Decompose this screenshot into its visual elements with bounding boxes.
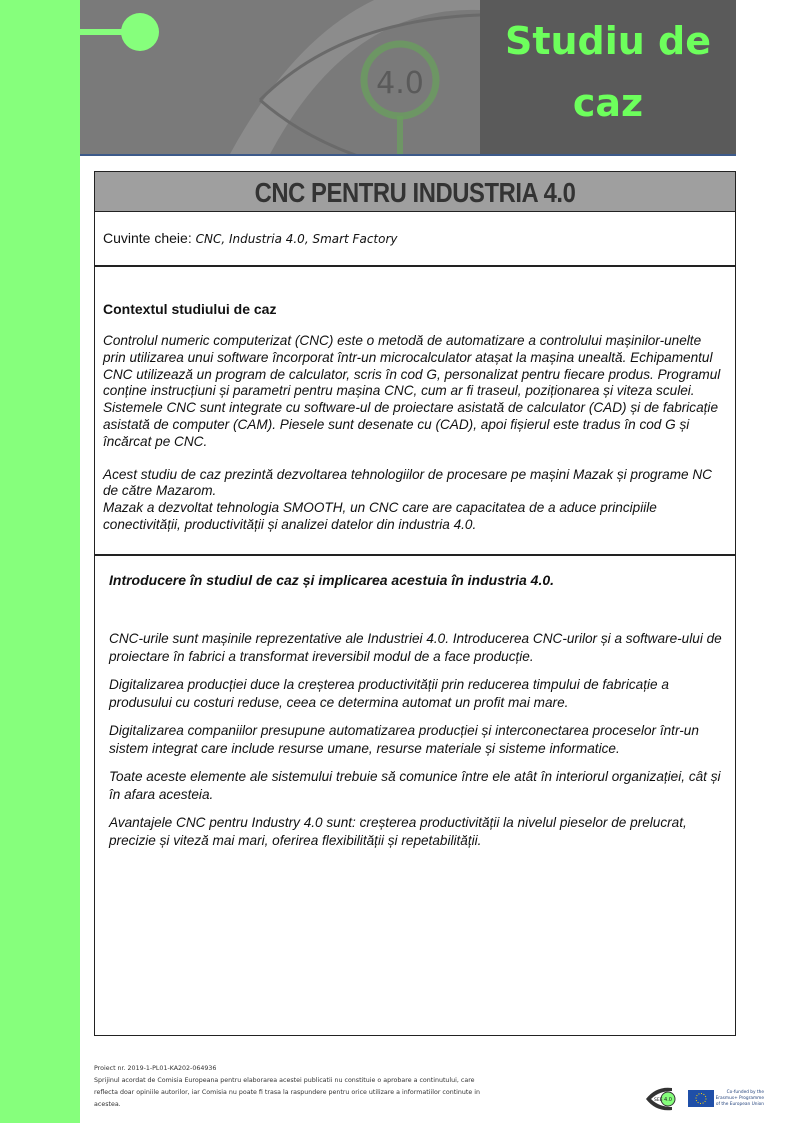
keywords-label: Cuvinte cheie: <box>103 230 192 246</box>
banner-title-line2: caz <box>572 81 644 125</box>
footer-disclaimer-line-3: acestea. <box>94 1101 121 1108</box>
footer-project-number: Proiect nr. 2019-1-PL01-KA202-064936 <box>94 1065 217 1072</box>
eu-cofunded-line-2: Erasmus+ Programme <box>715 1096 764 1101</box>
see-logo-icon <box>646 1088 675 1111</box>
eu-cofunded-line-3: of the European Union <box>715 1102 764 1107</box>
left-green-bar <box>0 0 80 1123</box>
intro-paragraph-1: CNC-urile sunt mașinile reprezentative ale Industriei 4.0. Introducerea CNC-urilor și a software-ului de proiectare în fabrici a transformat ireversibil modul de a face producție. <box>109 631 722 664</box>
banner-title <box>480 10 736 134</box>
intro-paragraph-5: Avantajele CNC pentru Industry 4.0 sunt: creșterea productivității la nivelul pieselor de prelucrat, precizie și viteză mai mari, oferirea flexibilității și repetabilității. <box>109 815 687 848</box>
keywords-value: CNC, Industria 4.0, Smart Factory <box>195 232 398 246</box>
banner-logo-text: 4.0 <box>376 66 424 101</box>
footer-disclaimer <box>94 1063 574 1111</box>
eu-flag-icon <box>688 1090 714 1107</box>
footer-logos <box>644 1084 774 1114</box>
intro-paragraph-2: Digitalizarea producției duce la creșterea productivității prin reducerea timpului de fabricație a produsului cu costuri reduse, ceea ce determina automat un profit mai mare. <box>109 677 669 710</box>
svg-text:SEE: SEE <box>654 1098 663 1103</box>
intro-paragraph-4: Toate aceste elemente ale sistemului trebuie să comunice între ele atât în interiorul organizației, cât și în afara acesteia. <box>109 769 721 802</box>
header-banner <box>80 0 736 156</box>
footer-disclaimer-line-2: reflecta doar opiniile autorilor, iar Comisia nu poate fi trasa la raspundere pentru orice utilizare a informatiilor continute in <box>94 1089 481 1096</box>
see-logo-graphic-icon <box>80 0 480 154</box>
context-heading: Contextul studiului de caz <box>103 301 277 317</box>
document-title-box <box>94 171 736 212</box>
context-paragraph-1: Controlul numeric computerizat (CNC) este o metodă de automatizare a controlului mașinilor-unelte prin utilizarea unui software încorporat într-un microcalculator atașat la mașina unealtă. Echipamentul CNC utilizează un program de calculator, scris în cod G, personalizat pentru fiecare produs. Programul conține instrucțiuni și parametri pentru mașina CNC, cum ar fi traseul, poziționarea și viteza sculei. Sistemele CNC sunt integrate cu software-ul de proiectare asistată de calculator (CAD) și de fabricație asistată de computer (CAM). Piesele sunt desenate cu (CAD), apoi fișierul este tradus în cod G și încărcat pe CNC. <box>103 333 721 449</box>
context-section <box>94 267 736 556</box>
context-paragraph-3: Mazak a dezvoltat tehnologia SMOOTH, un CNC care are capacitatea de a aduce principiile conectivității, productivității și analizei datelor din industria 4.0. <box>103 500 657 532</box>
document-title: CNC PENTRU INDUSTRIA 4.0 <box>254 177 576 208</box>
intro-section <box>94 556 736 1036</box>
intro-heading: Introducere în studiul de caz și implicarea acestuia în industria 4.0. <box>109 572 555 588</box>
intro-paragraph-3: Digitalizarea companiilor presupune automatizarea producției și interconectarea proceselor într-un sistem integrat care include resurse umane, resurse materiale și sisteme informatice. <box>109 723 699 756</box>
banner-title-line1: Studiu de <box>504 19 712 63</box>
svg-text:4.0: 4.0 <box>664 1097 672 1103</box>
footer-disclaimer-line-1: Sprijinul acordat de Comisia Europeana pentru elaborarea acestei publicatii nu constituie o aprobare a continutului, care <box>94 1077 475 1084</box>
eu-cofunded-line-1: Co-funded by the <box>726 1090 764 1095</box>
keywords-box <box>94 212 736 267</box>
context-paragraph-2: Acest studiu de caz prezintă dezvoltarea tehnologiilor de procesare pe mașini Mazak și programe NC de către Mazarom. <box>103 466 713 499</box>
